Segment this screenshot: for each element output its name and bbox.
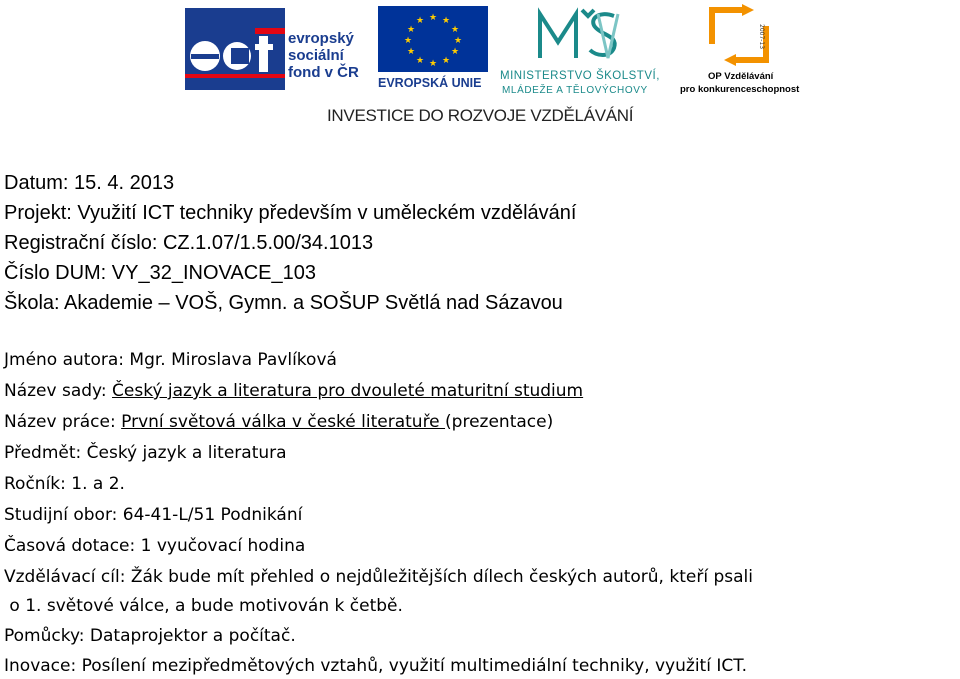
- msmt-mark-icon: [536, 6, 636, 66]
- msmt-label-line2: MLÁDEŽE A TĚLOVÝCHOVY: [502, 85, 648, 96]
- svg-text:★: ★: [406, 47, 416, 57]
- project-line: Projekt: Využití ICT techniky především v uměleckém vzdělávání: [4, 202, 577, 224]
- esf-label-line1: evropský: [288, 30, 354, 47]
- field-line: Studijní obor: 64-41-L/51 Podnikání: [4, 505, 303, 525]
- svg-text:★: ★: [415, 56, 425, 66]
- eu-flag-icon: [378, 6, 488, 72]
- eu-logo: [378, 6, 488, 98]
- dum-line: Číslo DUM: VY_32_INOVACE_103: [4, 262, 316, 284]
- eu-label: EVROPSKÁ UNIE: [378, 76, 482, 90]
- aids-line: Pomůcky: Dataprojektor a počítač.: [4, 626, 296, 646]
- op-mark-icon: [706, 4, 772, 66]
- work-label: Název práce:: [4, 412, 122, 432]
- svg-text:★: ★: [403, 36, 413, 46]
- op-label-line1: OP Vzdělávání: [708, 71, 774, 82]
- goal-line-2: o 1. světové válce, a bude motivován k četbě.: [4, 596, 403, 616]
- innovation-line: Inovace: Posílení mezipředmětových vztahů, využití multimediální techniky, využití ICT.: [4, 656, 747, 676]
- set-value: Český jazyk a literatura pro dvouleté maturitní studium: [112, 381, 584, 401]
- grade-line: Ročník: 1. a 2.: [4, 474, 125, 494]
- author-line: Jméno autora: Mgr. Miroslava Pavlíková: [4, 350, 337, 370]
- logo-bar: [0, 0, 960, 130]
- svg-text:★: ★: [441, 56, 451, 66]
- school-line: Škola: Akademie – VOŠ, Gymn. a SOŠUP Světlá nad Sázavou: [4, 292, 563, 314]
- svg-text:★: ★: [453, 36, 463, 46]
- tagline: INVESTICE DO ROZVOJE VZDĚLÁVÁNÍ: [327, 106, 634, 125]
- svg-text:★: ★: [428, 13, 438, 23]
- esf-label-line3: fond v ČR: [288, 64, 359, 81]
- subject-line: Předmět: Český jazyk a literatura: [4, 443, 287, 463]
- set-line: [4, 379, 583, 403]
- time-line: Časová dotace: 1 vyučovací hodina: [4, 536, 306, 556]
- svg-text:★: ★: [428, 59, 438, 69]
- svg-text:★: ★: [441, 16, 451, 26]
- op-years-label: 2007-13: [758, 24, 765, 50]
- esf-mark-icon: [185, 8, 285, 90]
- svg-text:★: ★: [450, 47, 460, 57]
- svg-text:★: ★: [450, 25, 460, 35]
- msmt-logo: [500, 6, 680, 98]
- esf-logo: [185, 8, 370, 98]
- goal-line-1: Vzdělávací cíl: Žák bude mít přehled o nejdůležitějších dílech českých autorů, kteří psali: [4, 567, 753, 587]
- svg-text:★: ★: [415, 16, 425, 26]
- work-line: [4, 410, 553, 434]
- esf-label-line2: sociální: [288, 47, 344, 64]
- work-suffix: (prezentace): [445, 412, 554, 432]
- date-line: Datum: 15. 4. 2013: [4, 172, 175, 194]
- op-label-line2: pro konkurenceschopnost: [680, 84, 800, 95]
- set-label: Název sady:: [4, 381, 113, 401]
- esf-label: [288, 30, 359, 81]
- msmt-label-line1: MINISTERSTVO ŠKOLSTVÍ,: [500, 70, 660, 82]
- op-logo: [680, 4, 798, 99]
- registration-line: Registrační číslo: CZ.1.07/1.5.00/34.1013: [4, 232, 374, 254]
- work-value: První světová válka v české literatuře: [121, 412, 446, 432]
- svg-text:★: ★: [406, 25, 416, 35]
